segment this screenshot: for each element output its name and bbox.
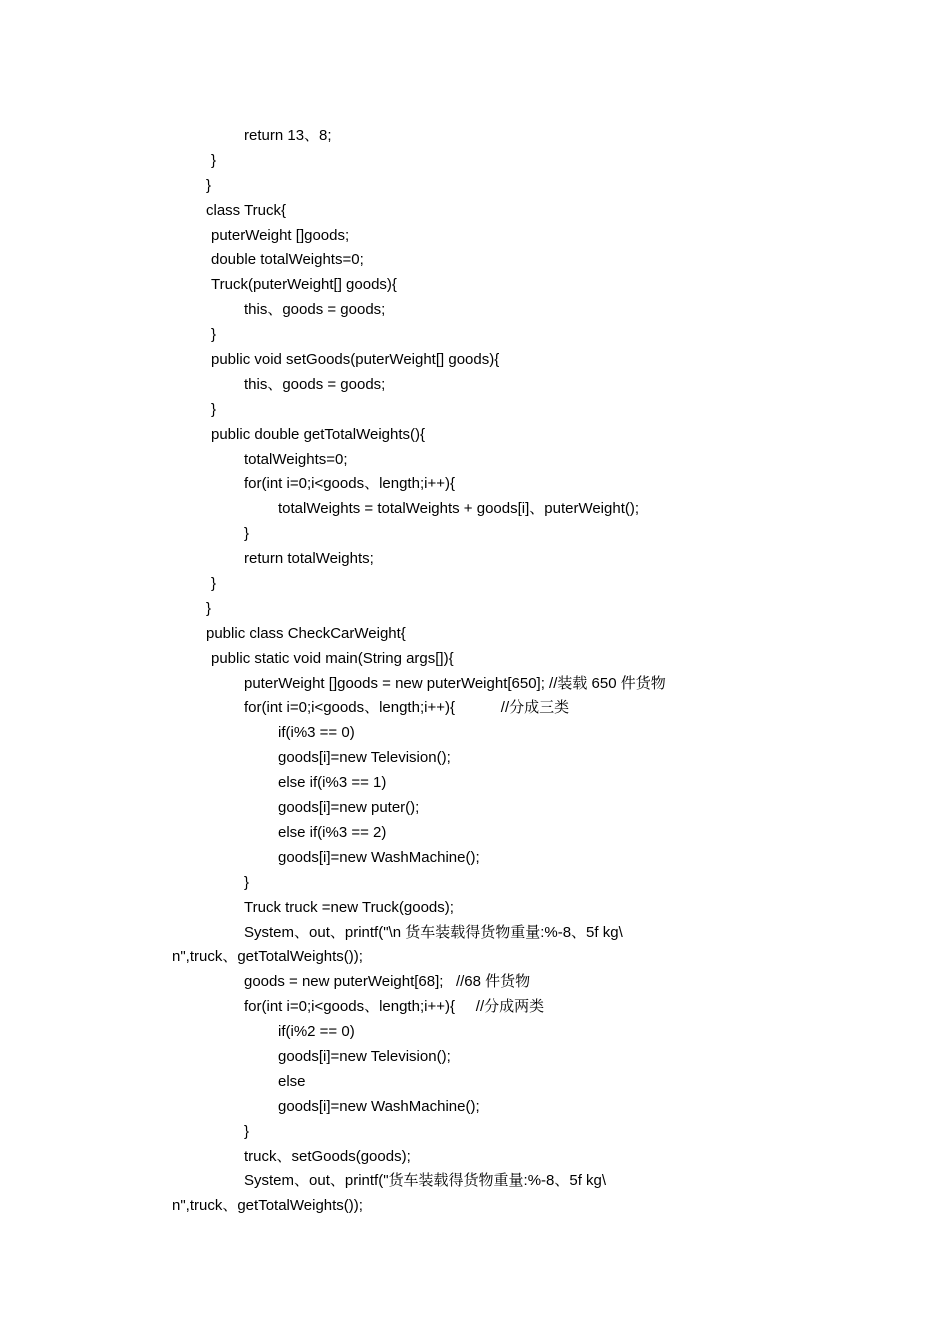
code-text: Truck truck =new Truck(goods); [244, 898, 454, 916]
code-text: goods[i]=new puter(); [278, 799, 420, 817]
code-text: public class CheckCarWeight{ [206, 624, 406, 642]
code-line [0, 746, 950, 771]
code-line [0, 273, 950, 298]
code-line [0, 597, 950, 622]
code-text: return totalWeights; [244, 550, 374, 568]
code-line [0, 348, 950, 373]
code-text: public double getTotalWeights(){ [211, 425, 426, 443]
code-text: } [206, 176, 212, 194]
code-line [0, 771, 950, 796]
code-text: } [211, 151, 217, 169]
code-text: goods[i]=new Television(); [278, 1047, 451, 1065]
code-text: goods = new puterWeight[68]; //68 件货物 [244, 973, 531, 991]
code-line [0, 398, 950, 423]
code-line [0, 896, 950, 921]
code-text: for(int i=0;i<goods、length;i++){ //分成两类 [244, 998, 545, 1016]
code-line [0, 497, 950, 522]
code-line [0, 547, 950, 572]
code-line [0, 1145, 950, 1170]
code-line [0, 871, 950, 896]
code-line [0, 970, 950, 995]
code-text: puterWeight []goods = new puterWeight[650]; //装载 650 件货物 [244, 674, 666, 692]
code-line [0, 945, 950, 970]
code-line [0, 149, 950, 174]
code-line [0, 821, 950, 846]
code-text: goods[i]=new WashMachine(); [278, 848, 480, 866]
code-text: this、goods = goods; [244, 301, 386, 319]
code-line [0, 1169, 950, 1194]
code-text: goods[i]=new WashMachine(); [278, 1097, 480, 1115]
code-text: for(int i=0;i<goods、length;i++){ [244, 475, 455, 493]
code-line [0, 622, 950, 647]
code-text: truck、setGoods(goods); [244, 1147, 411, 1165]
code-text: else if(i%3 == 2) [278, 823, 387, 841]
code-line [0, 224, 950, 249]
code-line [0, 921, 950, 946]
code-line [0, 1045, 950, 1070]
code-text: } [206, 599, 212, 617]
code-text: public static void main(String args[]){ [211, 649, 454, 667]
code-line [0, 672, 950, 697]
code-text: public void setGoods(puterWeight[] goods){ [211, 351, 500, 369]
code-text: } [244, 525, 250, 543]
code-text: if(i%3 == 0) [278, 724, 355, 742]
code-line [0, 1020, 950, 1045]
code-text: else [278, 1072, 306, 1090]
code-text: n",truck、getTotalWeights()); [172, 1197, 363, 1215]
code-text: totalWeights=0; [244, 450, 348, 468]
code-text: } [211, 400, 217, 418]
code-line [0, 721, 950, 746]
code-text: class Truck{ [206, 201, 287, 219]
code-line [0, 1194, 950, 1219]
code-line [0, 995, 950, 1020]
code-text: if(i%2 == 0) [278, 1023, 355, 1041]
code-line [0, 174, 950, 199]
code-line [0, 323, 950, 348]
code-line [0, 248, 950, 273]
code-line [0, 522, 950, 547]
code-text: } [211, 326, 217, 344]
code-text: this、goods = goods; [244, 375, 386, 393]
code-block [0, 124, 950, 1219]
code-line [0, 199, 950, 224]
code-line [0, 373, 950, 398]
code-text: double totalWeights=0; [211, 251, 364, 269]
code-line [0, 448, 950, 473]
code-text: } [244, 873, 250, 891]
code-line [0, 647, 950, 672]
code-text: goods[i]=new Television(); [278, 749, 451, 767]
code-text: return 13、8; [244, 127, 332, 144]
code-line [0, 696, 950, 721]
code-line [0, 796, 950, 821]
code-text: n",truck、getTotalWeights()); [172, 948, 363, 966]
code-line [0, 572, 950, 597]
code-line [0, 1120, 950, 1145]
code-text: else if(i%3 == 1) [278, 774, 387, 792]
code-text: } [211, 575, 217, 593]
code-text: for(int i=0;i<goods、length;i++){ //分成三类 [244, 699, 570, 717]
code-line [0, 298, 950, 323]
code-line [0, 1070, 950, 1095]
code-text: } [244, 1122, 250, 1140]
code-text: Truck(puterWeight[] goods){ [211, 276, 397, 294]
code-text: System、out、printf("\n 货车装载得货物重量:%-8、5f kg\ [244, 923, 623, 941]
code-text: System、out、printf("货车装载得货物重量:%-8、5f kg\ [244, 1172, 607, 1190]
code-line [0, 423, 950, 448]
code-text: puterWeight []goods; [211, 226, 350, 244]
code-line [0, 124, 950, 149]
code-text: totalWeights = totalWeights + goods[i]、puterWeight(); [278, 500, 640, 518]
code-line [0, 1095, 950, 1120]
code-line [0, 472, 950, 497]
code-line [0, 846, 950, 871]
